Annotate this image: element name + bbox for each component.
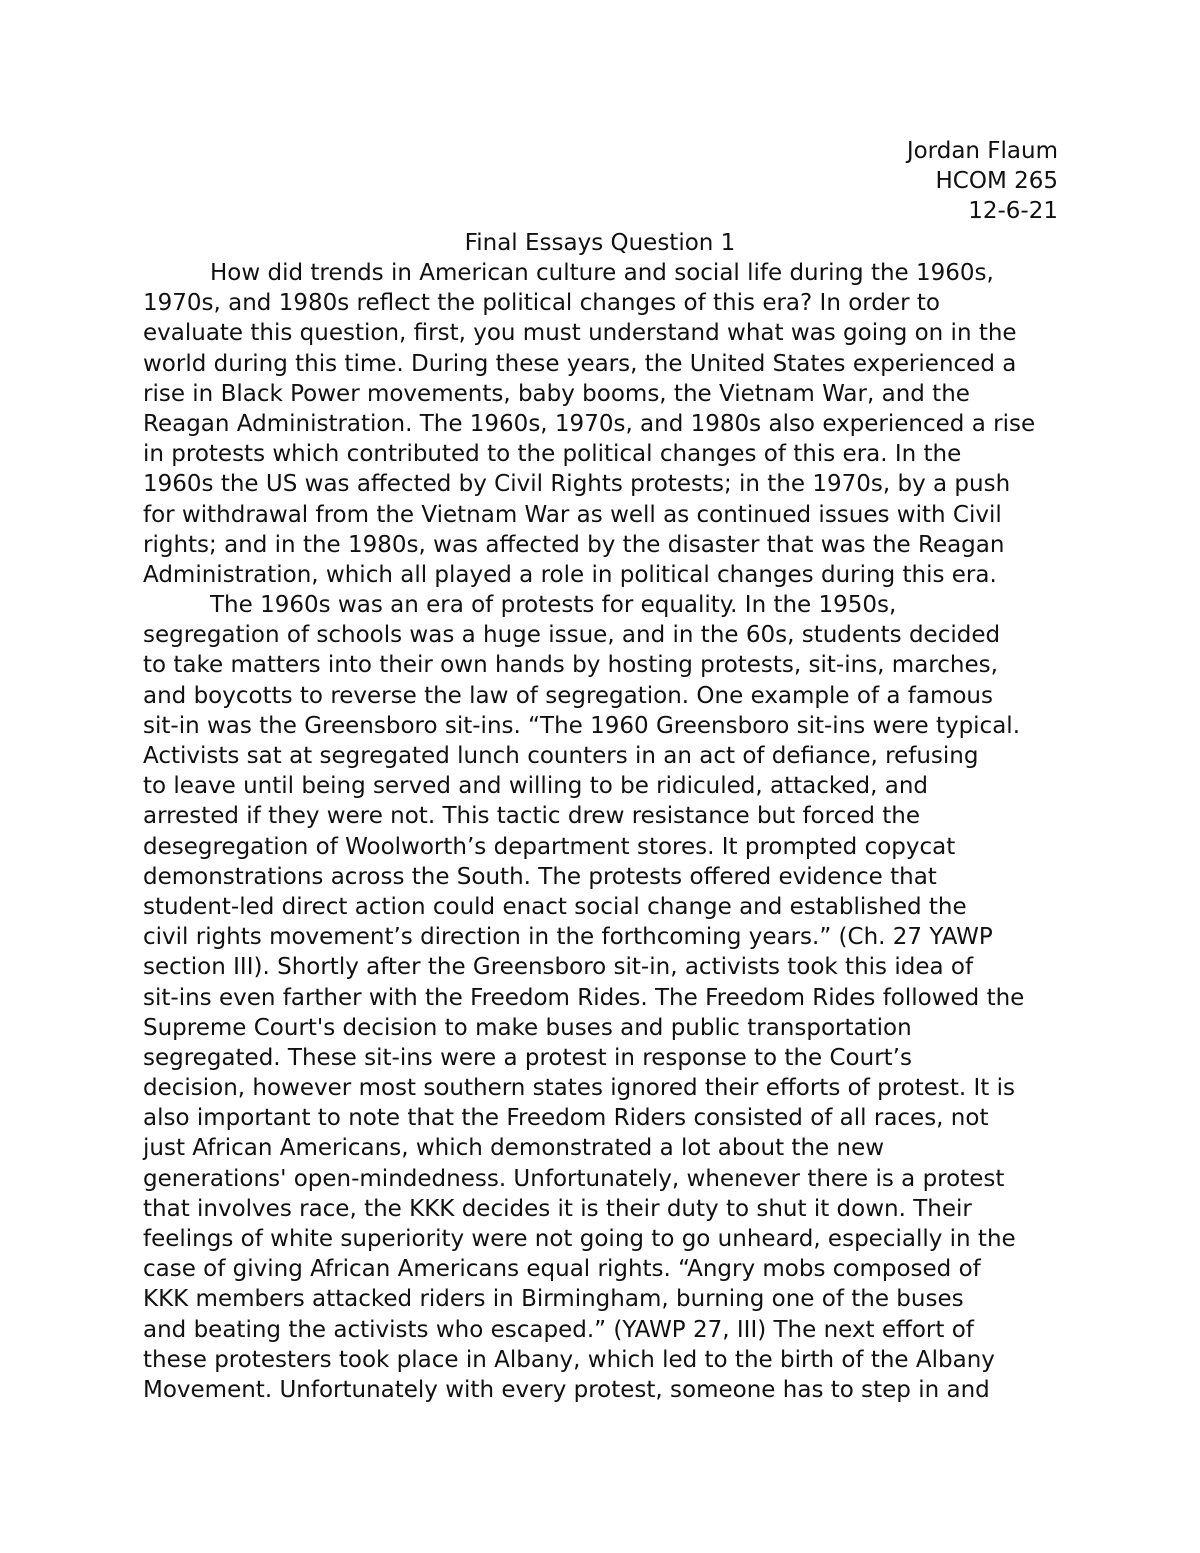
paragraph-2-line: segregated. These sit-ins were a protest in response to the Court’s — [143, 1044, 912, 1071]
paragraph-2-line: KKK members attacked riders in Birmingham, burning one of the buses — [143, 1286, 964, 1313]
header-block — [907, 136, 1058, 226]
paragraph-2-line: civil rights movement’s direction in the forthcoming years.” (Ch. 27 YAWP — [143, 924, 993, 951]
paragraph-1-line: evaluate this question, first, you must understand what was going on in the — [143, 320, 1017, 347]
paragraph-2-line: sit-in was the Greensboro sit-ins. “The 1960 Greensboro sit-ins were typical. — [143, 712, 1020, 739]
paragraph-2-line: Supreme Court's decision to make buses and public transportation — [143, 1014, 912, 1041]
paragraph-2-line: demonstrations across the South. The protests offered evidence that — [143, 863, 937, 890]
paragraph-2-line: decision, however most southern states ignored their efforts of protest. It is — [143, 1075, 1016, 1102]
paragraph-2-line: these protesters took place in Albany, which led to the birth of the Albany — [143, 1346, 995, 1373]
paragraph-2-line: generations' open-mindedness. Unfortunately, whenever there is a protest — [143, 1165, 1005, 1192]
paragraph-2-line: just African Americans, which demonstrated a lot about the new — [143, 1135, 885, 1162]
paragraph-1-line: rights; and in the 1980s, was affected by the disaster that was the Reagan — [143, 531, 1005, 558]
paragraph-1-line: for withdrawal from the Vietnam War as well as continued issues with Civil — [143, 501, 1002, 528]
paragraph-2-line: to leave until being served and willing to be ridiculed, attacked, and — [143, 773, 928, 800]
paragraph-2-line: section III). Shortly after the Greensboro sit-in, activists took this idea of — [143, 954, 974, 981]
course-code: HCOM 265 — [935, 168, 1058, 194]
paragraph-1-line: world during this time. During these years, the United States experienced a — [143, 350, 1017, 377]
paragraph-2-line: The 1960s was an era of protests for equality. In the 1950s, — [210, 592, 897, 619]
paragraph-1-line: Administration, which all played a role in political changes during this era. — [143, 561, 997, 588]
paragraph-1-line: rise in Black Power movements, baby booms, the Vietnam War, and the — [143, 380, 970, 407]
paragraph-2-line: desegregation of Woolworth’s department stores. It prompted copycat — [143, 833, 956, 860]
paragraph-2-line: Activists sat at segregated lunch counters in an act of defiance, refusing — [143, 743, 979, 769]
paragraph-2-line: sit-ins even farther with the Freedom Rides. The Freedom Rides followed the — [143, 984, 1025, 1011]
paragraph-2-line: to take matters into their own hands by hosting protests, sit-ins, marches, — [143, 652, 998, 679]
paragraph-2-line: and beating the activists who escaped.” (YAWP 27, III) The next effort of — [143, 1316, 974, 1343]
paragraph-2-line: student-led direct action could enact social change and established the — [143, 893, 967, 920]
paragraph-2-line: case of giving African Americans equal rights. “Angry mobs composed of — [143, 1256, 981, 1283]
paragraph-2-line: arrested if they were not. This tactic drew resistance but forced the — [143, 803, 921, 830]
paragraph-2-line: Movement. Unfortunately with every protest, someone has to step in and — [143, 1376, 990, 1403]
paragraph-2-line: also important to note that the Freedom Riders consisted of all races, not — [143, 1105, 989, 1132]
author-name: Jordan Flaum — [906, 138, 1058, 164]
paragraph-1-line: 1960s the US was affected by Civil Rights protests; in the 1970s, by a push — [143, 471, 1011, 498]
paragraph-1-line: in protests which contributed to the political changes of this era. In the — [143, 441, 962, 468]
paragraph-2-line: and boycotts to reverse the law of segregation. One example of a famous — [143, 682, 993, 709]
paragraph-1-line: 1970s, and 1980s reflect the political changes of this era? In order to — [143, 290, 940, 317]
paragraph-2-line: segregation of schools was a huge issue, and in the 60s, students decided — [143, 622, 1001, 649]
paragraph-1-line: Reagan Administration. The 1960s, 1970s, and 1980s also experienced a rise — [143, 410, 1036, 437]
essay-title: Final Essays Question 1 — [464, 230, 736, 256]
paragraph-2-line: that involves race, the KKK decides it is their duty to shut it down. Their — [143, 1195, 972, 1222]
essay-body — [143, 258, 1063, 1405]
essay-date: 12-6-21 — [968, 198, 1058, 224]
paragraph-2-line: feelings of white superiority were not going to go unheard, especially in the — [143, 1226, 1016, 1252]
paragraph-1-line: How did trends in American culture and social life during the 1960s, — [210, 260, 994, 286]
